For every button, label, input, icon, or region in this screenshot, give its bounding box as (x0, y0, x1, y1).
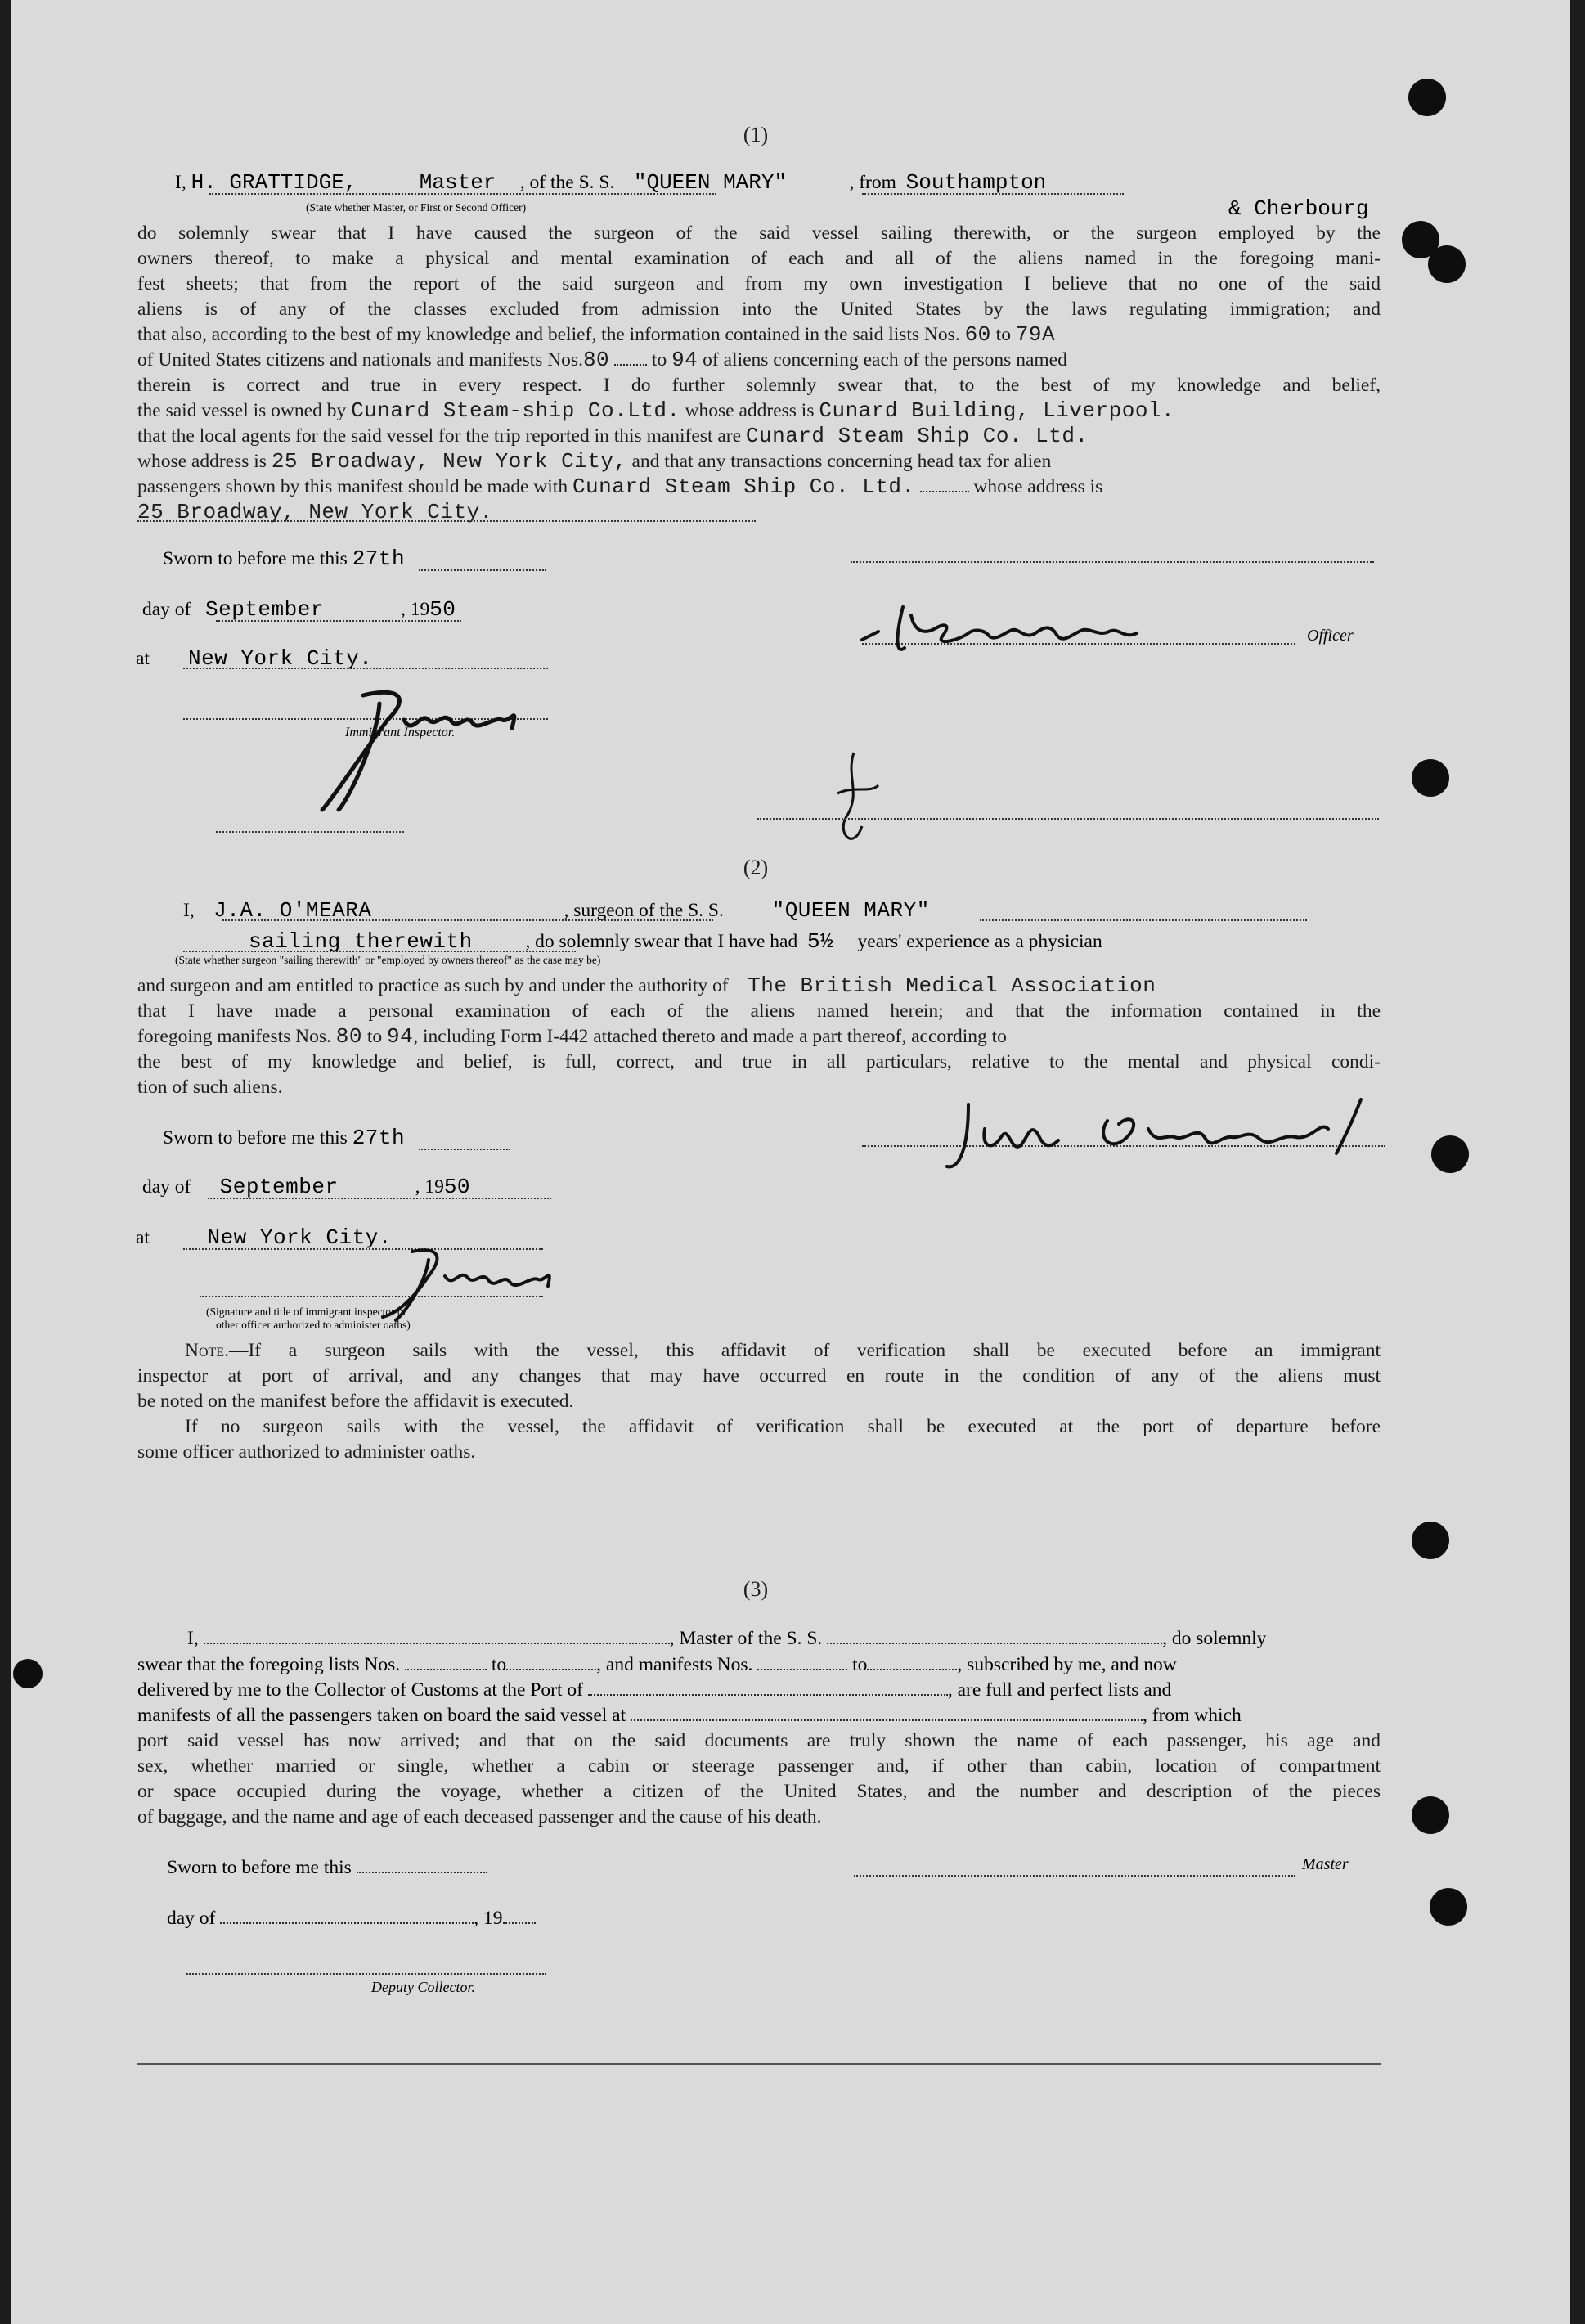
master-line (175, 170, 1046, 196)
label: to (491, 1654, 507, 1675)
label: to (366, 1026, 383, 1047)
note-label: Note. (185, 1340, 229, 1361)
section-number: (1) (743, 123, 769, 146)
sig-caption-1: (Signature and title of immigrant inspector or (206, 1306, 407, 1318)
sworn-line-2 (163, 1126, 405, 1152)
officer-caption: Officer (1307, 627, 1354, 645)
punch-hole (1428, 245, 1466, 283)
sworn-line (163, 546, 405, 573)
sworn-place-2: New York City. (207, 1225, 392, 1250)
from-port-2: & Cherbourg (1228, 196, 1369, 221)
master-line-3 (187, 1626, 1266, 1652)
sworn-month: September (205, 597, 324, 622)
ship-name-2: "QUEEN MARY" (771, 898, 930, 923)
section-number: (3) (743, 1577, 769, 1601)
document-page (11, 0, 1570, 2324)
label: , from (849, 172, 896, 193)
master-name: H. GRATTIDGE, (191, 170, 357, 195)
lists-from: 60 (964, 322, 991, 347)
body-line (137, 449, 1051, 475)
label: , surgeon of the S. S. (564, 900, 724, 921)
label: day of (142, 599, 191, 620)
sworn-month-2: September (219, 1175, 339, 1199)
sworn-line-3 (167, 1855, 487, 1881)
body-line: tion of such aliens. (137, 1077, 283, 1098)
body-line: therein is correct and true in every respect. I do further solemnly swear that, to the best of my knowledge and belief, (137, 375, 1381, 396)
officer-signature (846, 582, 1189, 664)
body-line: port said vessel has now arrived; and that on the said documents are truly shown the name of each passenger, his age and (137, 1730, 1381, 1751)
note-line: inspector at port of arrival, and any changes that may have occurred en route in the condition of any of the aliens must (137, 1365, 1381, 1387)
label: , 19 (415, 1176, 444, 1198)
body-line (137, 398, 1174, 425)
label: manifests of all the passengers taken on board the said vessel at (137, 1705, 626, 1726)
label: I, (187, 1628, 199, 1649)
punch-hole (1412, 759, 1449, 797)
punch-hole (1430, 1888, 1467, 1926)
body-line (137, 973, 1156, 1000)
body-line (137, 474, 1102, 501)
manifests-from-2: 80 (335, 1024, 363, 1049)
lists-line-3 (137, 1652, 1177, 1679)
section-number: (2) (743, 856, 769, 879)
label: Sworn to before me this (163, 1127, 348, 1149)
text: whose address is (685, 400, 815, 421)
vessel-line-3 (137, 1703, 1242, 1729)
body-line: of baggage, and the name and age of each deceased passenger and the cause of his death. (137, 1806, 822, 1827)
sworn-place: New York City. (187, 646, 373, 671)
label: delivered by me to the Collector of Customs at the Port of (137, 1679, 583, 1701)
punch-hole (1408, 79, 1446, 116)
punch-hole (13, 1659, 43, 1688)
tax-with: Cunard Steam Ship Co. Ltd. (572, 474, 915, 499)
body-line: owners thereof, to make a physical and mental examination of each and all of the aliens named in the foregoing mani- (137, 248, 1381, 269)
manifests-to-2: 94 (387, 1024, 414, 1049)
body-line (137, 348, 1067, 374)
text: of United States citizens and nationals and manifests Nos. (137, 349, 583, 371)
text: foregoing manifests Nos. (137, 1026, 331, 1047)
label: I, (175, 172, 186, 193)
text: of aliens concerning each of the persons named (703, 349, 1067, 371)
surgeon-signature (936, 1088, 1426, 1178)
body-line: aliens is of any of the classes excluded from admission into the United States by the laws regulating immigration; and (137, 299, 1381, 320)
status-note: (State whether surgeon "sailing therewith" or "employed by owners thereof" as the case may be) (175, 954, 601, 966)
rank: Master (419, 170, 496, 195)
surgeon-status: sailing therewith (249, 929, 473, 954)
label: Sworn to before me this (167, 1857, 352, 1878)
manifests-to: 94 (671, 348, 698, 372)
surgeon-name: J.A. O'MEARA (213, 898, 372, 923)
sworn-day: 27th (352, 546, 406, 571)
label: , and manifests Nos. (596, 1654, 753, 1675)
sworn-day-2: 27th (352, 1126, 406, 1150)
body-line: or space occupied during the voyage, whether a citizen of the United States, and the number and description of the pieces (137, 1781, 1381, 1802)
body-line (137, 322, 1055, 348)
day-of-line-3 (167, 1906, 536, 1932)
label: to (995, 324, 1011, 345)
port-line-3 (137, 1678, 1171, 1704)
day-of-line (142, 597, 456, 623)
rank-note: (State whether Master, or First or Second Officer) (306, 201, 527, 214)
authority: The British Medical Association (748, 973, 1156, 998)
label: I, (183, 900, 195, 921)
at-line-2 (136, 1225, 392, 1252)
label: Sworn to before me this (163, 548, 348, 569)
label: years' experience as a physician (857, 931, 1102, 952)
ship-name: "QUEEN MARY" (633, 170, 788, 195)
body-line (137, 1024, 1007, 1050)
owner: Cunard Steam-ship Co.Ltd. (351, 398, 680, 423)
text: the said vessel is owned by (137, 400, 347, 421)
label: , do solemnly swear that I have had (525, 931, 798, 952)
punch-hole (1412, 1796, 1449, 1834)
body-line: sex, whether married or single, whether a cabin or steerage passenger and, if other than cabin, location of compartment (137, 1755, 1381, 1777)
body-line: the best of my knowledge and belief, is full, correct, and true in all particulars, relative to the mental and physical condi- (137, 1051, 1381, 1072)
body-line: fest sheets; that from the report of the said surgeon and from my own investigation I believe that no one of the said (137, 273, 1381, 294)
label: , do solemnly (1162, 1628, 1267, 1649)
lists-to: 79A (1015, 322, 1056, 347)
label: , of the S. S. (519, 172, 615, 193)
note-text: —If a surgeon sails with the vessel, this affidavit of verification shall be executed before an immigrant (228, 1340, 1381, 1361)
text: whose address is (137, 451, 267, 472)
owner-address: Cunard Building, Liverpool. (819, 398, 1175, 423)
day-of-line-2 (142, 1175, 470, 1201)
label: day of (142, 1176, 191, 1198)
note-line: be noted on the manifest before the affidavit is executed. (137, 1391, 574, 1412)
inspector-signature (298, 671, 559, 818)
label: , from which (1143, 1705, 1242, 1726)
inspector-signature-2 (363, 1235, 608, 1325)
text: and that any transactions concerning head tax for alien (631, 451, 1052, 472)
text: and surgeon and am entitled to practice as such by and under the authority of (137, 975, 729, 996)
years: 5½ (806, 929, 834, 954)
label: day of (167, 1908, 216, 1929)
label: , subscribed by me, and now (957, 1654, 1177, 1675)
manifests-from: 80 (582, 348, 610, 372)
note-line: some officer authorized to administer oaths. (137, 1441, 476, 1463)
label: , 19 (474, 1908, 503, 1929)
sig-caption-2: other officer authorized to administer oaths) (216, 1319, 411, 1331)
label: , are full and perfect lists and (947, 1679, 1172, 1701)
inspector-caption: Immigrant Inspector. (345, 726, 456, 739)
agents-address: 25 Broadway, New York City, (271, 449, 627, 474)
text: that the local agents for the said vessel for the trip reported in this manifest are (137, 425, 742, 447)
sworn-year-2: 50 (443, 1175, 471, 1199)
sworn-year: 50 (429, 597, 456, 622)
body-line (137, 424, 1089, 450)
agents: Cunard Steam Ship Co. Ltd. (745, 424, 1089, 448)
master-caption: Master (1302, 1855, 1349, 1873)
deputy-caption: Deputy Collector. (371, 1979, 475, 1995)
label: , 19 (400, 599, 430, 620)
body-line: that I have made a personal examination of each of the aliens named herein; and that the information contained in the (137, 1000, 1381, 1022)
scribble-mark (813, 744, 895, 859)
text: passengers shown by this manifest should be made with (137, 476, 568, 497)
tax-address: 25 Broadway, New York City. (137, 500, 493, 524)
text: that also, according to the best of my knowledge and belief, the information contained in the said lists Nos. (137, 324, 960, 345)
text: , including Form I-442 attached thereto and made a part thereof, according to (413, 1026, 1007, 1047)
label: at (136, 648, 150, 669)
punch-hole (1431, 1135, 1469, 1173)
label: swear that the foregoing lists Nos. (137, 1654, 401, 1675)
label: at (136, 1227, 150, 1248)
note-line (137, 1338, 1381, 1364)
label: to (651, 349, 667, 371)
label: , Master of the S. S. (669, 1628, 823, 1649)
punch-hole (1412, 1522, 1449, 1559)
text: whose address is (973, 476, 1103, 497)
label: to (852, 1654, 868, 1675)
body-line: do solemnly swear that I have caused the surgeon of the said vessel sailing therewith, or the surgeon employed by the (137, 223, 1381, 244)
from-port: Southampton (905, 170, 1047, 195)
note-line: If no surgeon sails with the vessel, the affidavit of verification shall be executed at the port of departure before (185, 1416, 1381, 1437)
